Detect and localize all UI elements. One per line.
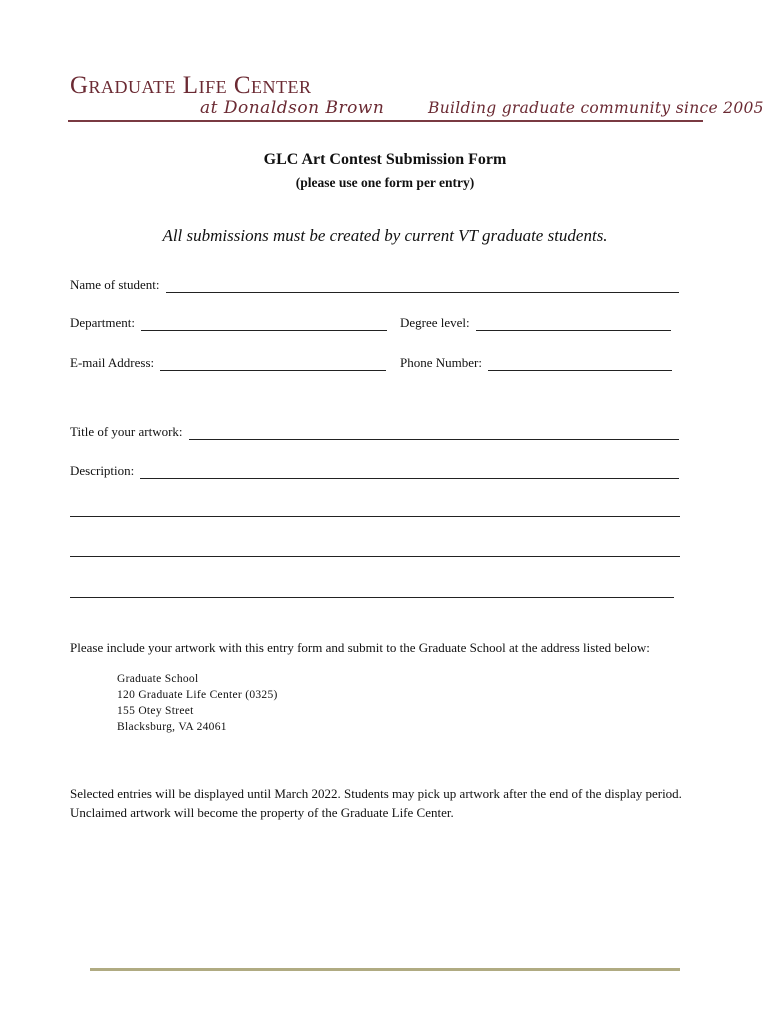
submission-instructions: Please include your artwork with this entry form and submit to the Graduate School at the address listed below: [70, 640, 650, 655]
phone-input-line[interactable] [488, 358, 672, 371]
eligibility-notice: All submissions must be created by current VT graduate students. [162, 226, 608, 245]
student-name-input-line[interactable] [166, 280, 679, 293]
logo-title: Graduate Life Center [70, 72, 312, 99]
student-name-field [70, 277, 679, 293]
logo-subtitle: at Donaldson Brown [200, 98, 385, 118]
department-label: Department: [70, 315, 135, 330]
footer-divider [90, 968, 680, 971]
department-input-line[interactable] [141, 318, 387, 331]
address-line: Graduate School [117, 673, 199, 685]
description-input-line[interactable] [140, 466, 679, 479]
degree-level-field [400, 315, 671, 331]
mailing-address [117, 671, 278, 735]
tagline: Building graduate community since 2005 [428, 99, 764, 117]
phone-field [400, 355, 672, 371]
email-label: E-mail Address: [70, 355, 155, 370]
description-line-4[interactable] [70, 597, 674, 598]
description-line-2[interactable] [70, 516, 680, 517]
student-name-label: Name of student: [70, 277, 160, 292]
header-divider [68, 120, 703, 122]
form-subtitle: (please use one form per entry) [295, 175, 475, 190]
address-line: 120 Graduate Life Center (0325) [117, 689, 278, 701]
description-line-3[interactable] [70, 556, 680, 557]
artwork-title-field [70, 424, 679, 440]
department-field [70, 315, 387, 331]
degree-level-input-line[interactable] [476, 318, 671, 331]
phone-label: Phone Number: [400, 355, 482, 370]
email-input-line[interactable] [160, 358, 386, 371]
display-policy-note: Selected entries will be displayed until March 2022. Students may pick up artwork after the end of the display period. Unclaimed artwork will become the property of the Graduate Life Center. [70, 786, 682, 820]
email-field [70, 355, 386, 371]
degree-level-label: Degree level: [400, 315, 470, 330]
address-line: Blacksburg, VA 24061 [117, 721, 227, 733]
form-title: GLC Art Contest Submission Form [263, 151, 507, 168]
address-line: 155 Otey Street [117, 705, 194, 717]
description-field [70, 463, 679, 479]
description-label: Description: [70, 463, 135, 478]
artwork-title-label: Title of your artwork: [70, 424, 183, 439]
artwork-title-input-line[interactable] [189, 427, 679, 440]
